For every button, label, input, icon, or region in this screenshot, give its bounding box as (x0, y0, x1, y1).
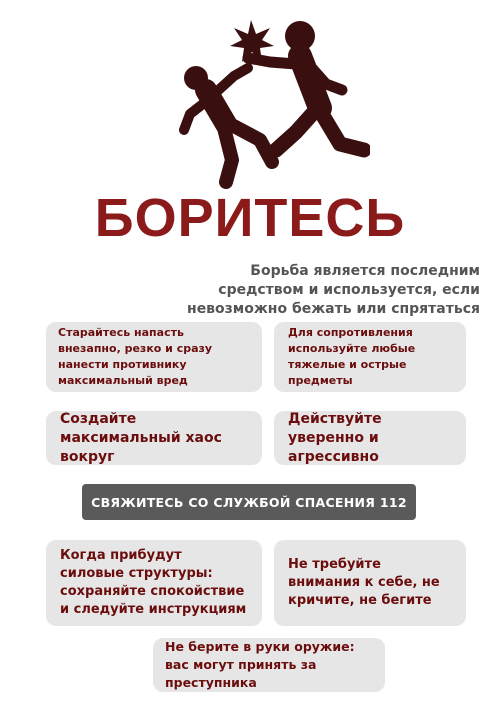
tip-card-surprise-attack (46, 322, 262, 392)
tip-text: Создайте максимальный хаос вокруг (60, 410, 222, 465)
tip-card-chaos (46, 411, 262, 465)
after-tip-card-no-attention (274, 540, 466, 626)
tip-text: Для сопротивления используйте любые тяжелые и острые предметы (288, 326, 416, 387)
tip-text: Не требуйте внимания к себе, не кричите, не бегите (288, 557, 440, 608)
tip-text: Действуйте уверенно и агрессивно (288, 410, 382, 465)
tip-text: Когда прибудут силовые структуры: сохраняйте спокойствие и следуйте инструкциям (60, 548, 247, 617)
tip-card-confidence (274, 411, 466, 465)
tip-text: Старайтесь напасть внезапно, резко и сразу нанести противнику максимальный вред (58, 326, 213, 387)
fight-icon (150, 12, 370, 190)
tip-text: Не берите в руки оружие: вас могут принять за преступника (165, 639, 355, 690)
emergency-call-banner: СВЯЖИТЕСЬ СО СЛУЖБОЙ СПАСЕНИЯ 112 (82, 484, 416, 520)
after-tip-card-no-weapon (153, 638, 385, 692)
attacker-figure (248, 21, 364, 150)
page-subtitle: Борьба является последним средством и используется, если невозможно бежать или спрятаться (187, 263, 480, 317)
victim-figure (184, 66, 272, 182)
tip-card-heavy-objects (274, 322, 466, 392)
page-title: БОРИТЕСЬ (94, 188, 406, 248)
after-tip-card-stay-calm (46, 540, 262, 626)
